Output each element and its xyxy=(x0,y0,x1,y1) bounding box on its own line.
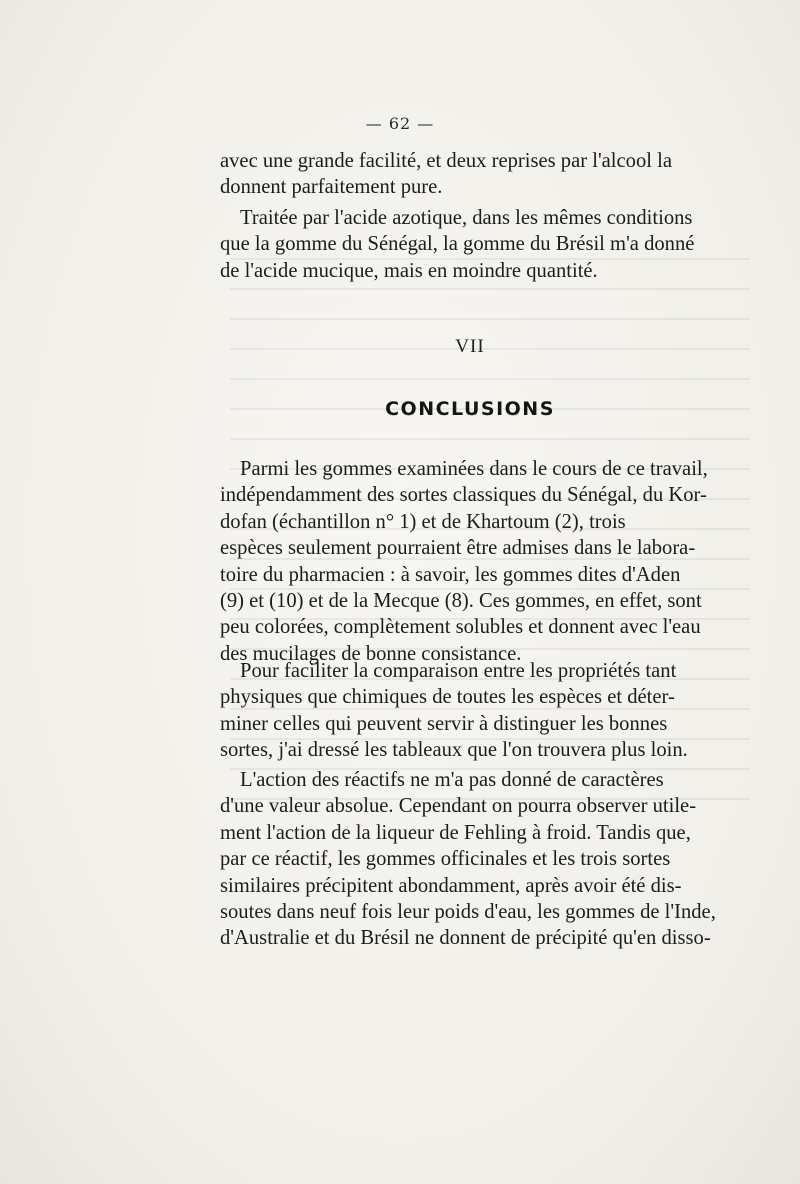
text-line: Parmi les gommes examinées dans le cours de ce travail, xyxy=(240,458,708,480)
text-line: que la gomme du Sénégal, la gomme du Brésil m'a donné xyxy=(220,233,695,256)
paragraph-traitee xyxy=(220,205,728,284)
text-line: avec une grande facilité, et deux reprises par l'alcool la xyxy=(220,150,672,172)
paragraph-conclusions xyxy=(220,456,728,667)
paragraph-action xyxy=(220,767,728,952)
text-line: toire du pharmacien : à savoir, les gommes dites d'Aden xyxy=(220,563,681,586)
text-line: des mucilages de bonne consistance. xyxy=(220,642,522,665)
text-line: de l'acide mucique, mais en moindre quantité. xyxy=(220,259,598,282)
text-line: peu colorées, complètement solubles et donnent avec l'eau xyxy=(220,616,701,639)
page-number: — 62 — xyxy=(365,114,435,133)
section-heading: CONCLUSIONS xyxy=(385,398,555,420)
text-line: donnent parfaitement pure. xyxy=(220,176,443,199)
text-line: sortes, j'ai dressé les tableaux que l'on trouvera plus loin. xyxy=(220,739,688,762)
paragraph-faciliter xyxy=(220,658,728,764)
text-line: d'Australie et du Brésil ne donnent de précipité qu'en disso- xyxy=(220,927,711,950)
text-line: Pour faciliter la comparaison entre les propriétés tant xyxy=(240,660,677,682)
text-line: espèces seulement pourraient être admises dans le labora- xyxy=(220,537,696,560)
text-line: physiques que chimiques de toutes les espèces et déter- xyxy=(220,686,675,709)
text-line: miner celles qui peuvent servir à distinguer les bonnes xyxy=(220,712,668,735)
section-number: VII xyxy=(455,336,485,357)
text-line: dofan (échantillon n° 1) et de Khartoum (2), trois xyxy=(220,510,626,533)
text-line: similaires précipitent abondamment, après avoir été dis- xyxy=(220,874,682,897)
text-line: soutes dans neuf fois leur poids d'eau, les gommes de l'Inde, xyxy=(220,901,716,924)
text-line: d'une valeur absolue. Cependant on pourra observer utile- xyxy=(220,795,697,818)
text-line: L'action des réactifs ne m'a pas donné de caractères xyxy=(240,769,664,791)
paragraph-continuation xyxy=(220,148,728,201)
text-line: par ce réactif, les gommes officinales et les trois sortes xyxy=(220,848,671,871)
text-line: indépendamment des sortes classiques du Sénégal, du Kor- xyxy=(220,484,707,507)
text-line: Traitée par l'acide azotique, dans les mêmes conditions xyxy=(240,207,693,229)
text-line: (9) et (10) et de la Mecque (8). Ces gommes, en effet, sont xyxy=(220,590,702,613)
text-line: ment l'action de la liqueur de Fehling à froid. Tandis que, xyxy=(220,821,691,844)
